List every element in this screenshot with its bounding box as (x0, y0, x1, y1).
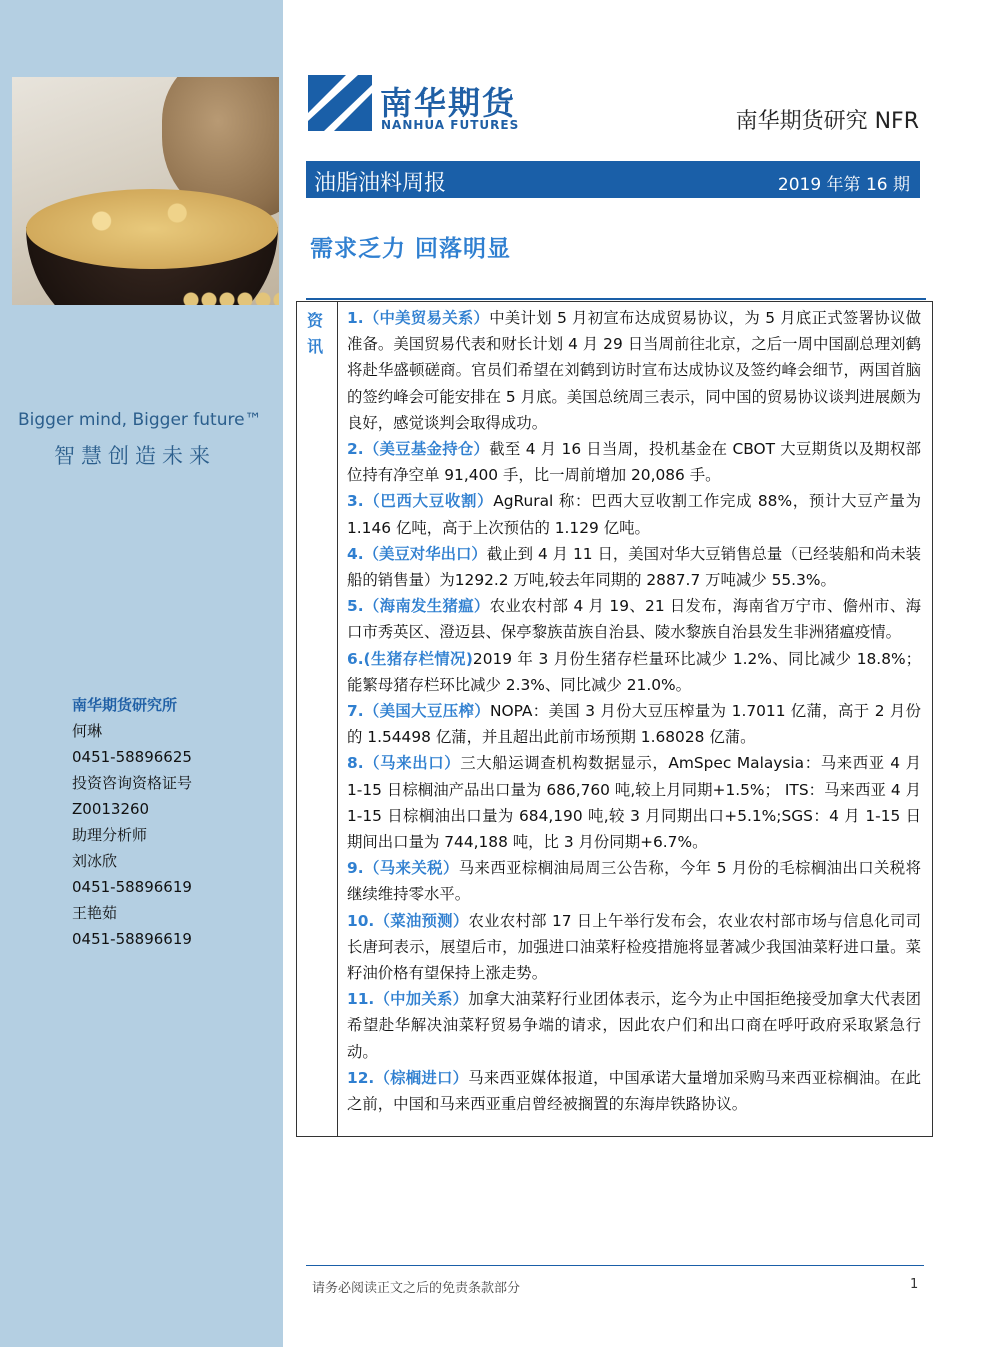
page-number: 1 (910, 1277, 919, 1292)
nanhua-logo-icon (306, 73, 374, 133)
left-sidebar (0, 0, 283, 1347)
contact-line: Z0013260 (72, 800, 150, 818)
soybeans (26, 189, 278, 269)
soybean-bowl-photo (12, 77, 279, 305)
contact-line: 刘冰欣 (72, 852, 118, 870)
news-tag: 4.（美豆对华出口） (347, 544, 487, 563)
contact-line: 0451-58896619 (72, 878, 192, 896)
news-tag: 8.（马来出口） (347, 754, 461, 773)
news-text: 农业农村部 17 日上午举行发布会，农业农村部市场与信息化司司长唐珂表示，展望后市，加强进口油菜籽检疫措施将显著减少我国油菜籽进口量。菜籽油价格有望保持上涨走势。 (347, 911, 922, 983)
institute-name: 南华期货研究所 (72, 696, 178, 714)
contact-line: 0451-58896625 (72, 748, 192, 766)
news-text: 加拿大油菜籽行业团体表示，迄今为止中国拒绝接受加拿大代表团希望赴华解决油菜籽贸易争端的请求，因此农户们和出口商在呼吁政府采取紧急行动。 (347, 990, 921, 1061)
news-item (347, 986, 921, 1065)
news-tag: 11.（中加关系） (347, 990, 469, 1009)
headline: 需求乏力 回落明显 (310, 236, 512, 262)
news-item (347, 908, 921, 987)
contact-line: 投资咨询资格证号 (72, 774, 193, 792)
analyst-contact (72, 692, 192, 952)
news-text: AgRural 称：巴西大豆收割工作完成 88%，预计大豆产量为 1.146 亿吨，高于上次预估的 1.129 亿吨。 (347, 492, 921, 537)
scattered-soybeans (182, 292, 279, 305)
report-title: 油脂油料周报 (314, 171, 447, 196)
header-rule (306, 298, 926, 300)
news-tag: 1.（中美贸易关系） (347, 309, 490, 327)
news-item (347, 541, 921, 593)
news-item (347, 593, 921, 645)
news-text: 三大船运调查机构数据显示，AmSpec Malaysia：马来西亚 4 月 1-15 日棕榈油产品出口量为 686,760 吨,较上月同期+1.5%； ITS：马来西亚 4 月 1-15 日棕榈油出口量为 684,190 吨,较 3 月同期出口+5.1%;SGS：4 月 1-15 日期间出口量为 744,188 吨，比 3 月份同期+6.7%。 (347, 754, 921, 852)
research-label: 南华期货研究 NFR (735, 109, 919, 134)
issue-number: 2019 年第 16 期 (777, 175, 910, 195)
news-text: 截止到 4 月 11 日，美国对华大豆销售总量（已经装船和尚未装船的销售量）为1292.2 万吨,较去年同期的 2887.7 万吨减少 55.3%。 (347, 544, 921, 590)
news-item (347, 646, 921, 698)
news-item (347, 436, 921, 488)
news-tag: 2.（美豆基金持仓） (347, 440, 490, 459)
news-tag: 9.（马来关税） (347, 859, 459, 878)
footer-rule (306, 1265, 924, 1266)
news-item (347, 488, 921, 540)
news-text: 农业农村部 4 月 19、21 日发布，海南省万宁市、儋州市、海口市秀英区、澄迈县、保亭黎族苗族自治县、陵水黎族自治县发生非洲猪瘟疫情。 (347, 597, 922, 642)
logo-english-name: NANHUA FUTURES (381, 118, 520, 132)
column-label-char: 资 (307, 311, 324, 330)
news-item (347, 305, 921, 436)
slogan-english: Bigger mind, Bigger future™ (18, 410, 262, 430)
news-item (347, 1065, 921, 1117)
report-banner (306, 161, 920, 198)
contact-line: 何琳 (72, 722, 103, 740)
news-text: 2019 年 3 月份生猪存栏量环比减少 1.2%、同比减少 18.8%；能繁母猪存栏环比减少 2.3%、同比减少 21.0%。 (347, 649, 921, 694)
news-text: 截至 4 月 16 日当周，投机基金在 CBOT 大豆期货以及期权部位持有净空单 91,400 手，比一周前增加 20,086 手。 (347, 440, 922, 485)
news-tag: 3.（巴西大豆收割） (347, 492, 494, 511)
news-list (347, 305, 921, 1117)
news-item (347, 750, 921, 855)
news-tag: 12.（棕榈进口） (347, 1068, 469, 1087)
logo-chinese-name: 南华期货 (380, 84, 517, 122)
news-item (347, 855, 921, 907)
contact-line: 0451-58896619 (72, 930, 192, 948)
slogan-chinese: 智慧创造未来 (54, 444, 216, 468)
contact-line: 助理分析师 (72, 826, 148, 844)
disclaimer-note: 请务必阅读正文之后的免责条款部分 (312, 1281, 521, 1296)
news-tag: 7.（美国大豆压榨） (347, 702, 490, 721)
news-text: 马来西亚棕榈油局周三公告称，今年 5 月份的毛棕榈油出口关税将继续维持零水平。 (347, 859, 921, 904)
news-text: 马来西亚媒体报道，中国承诺大量增加采购马来西亚棕榈油。在此之前，中国和马来西亚重启曾经被搁置的东海岸铁路协议。 (347, 1068, 921, 1114)
news-tag: 6.(生猪存栏情况) (347, 649, 473, 668)
news-item (347, 698, 921, 750)
news-tag: 10.（菜油预测） (347, 911, 469, 930)
news-box (296, 301, 933, 1137)
news-column-label (297, 302, 338, 1136)
column-label-char: 讯 (307, 337, 324, 356)
news-text: NOPA：美国 3 月份大豆压榨量为 1.7011 亿蒲，高于 2 月份的 1.54498 亿蒲，并且超出此前市场预期 1.68028 亿蒲。 (347, 702, 921, 747)
contact-line: 王艳茹 (72, 904, 118, 922)
news-tag: 5.（海南发生猪瘟） (347, 597, 490, 616)
news-text: 中美计划 5 月初宣布达成贸易协议，为 5 月底正式签署协议做准备。美国贸易代表和财长计划 4 月 29 日当周前往北京，之后一周中国副总理刘鹤将赴华盛顿磋商。官员们希望在刘鹤到访时宣布达成协议及签约峰会细节，两国首脑的签约峰会可能安排在 5 月底。美国总统周三表示，同中国的贸易协议谈判进展颇为良好，感觉谈判会取得成功。 (347, 309, 922, 432)
